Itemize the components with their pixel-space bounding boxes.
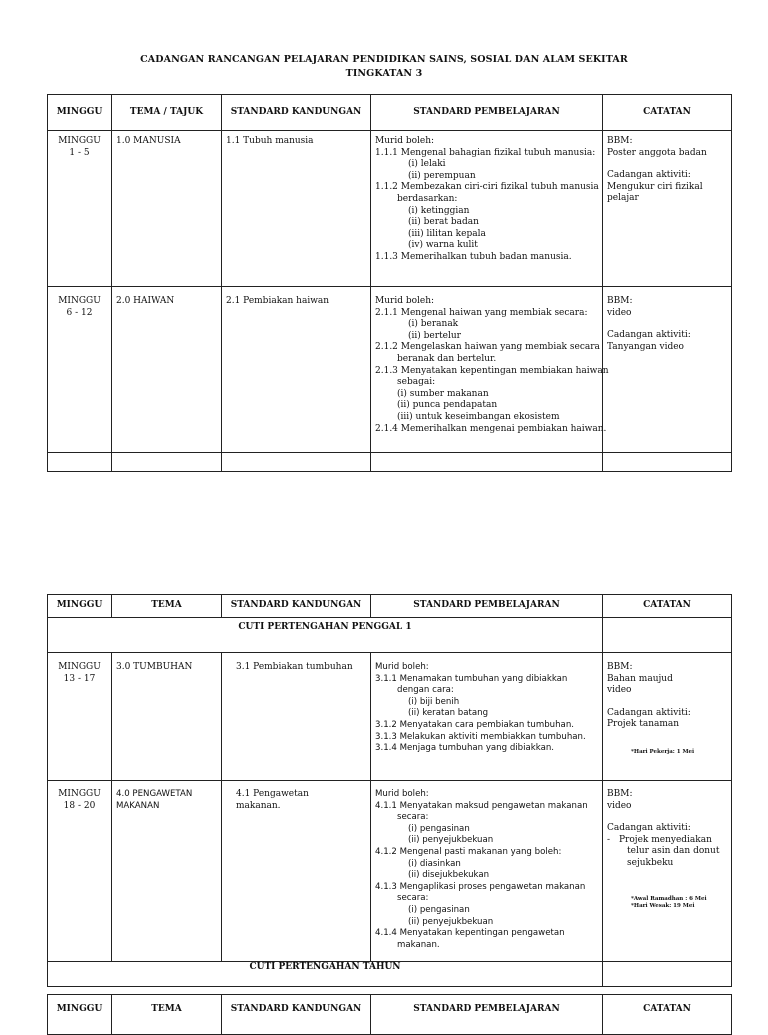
minggu-range: 18 - 20	[63, 800, 96, 811]
empty-cell	[48, 453, 112, 472]
header-standard-pembelajaran: STANDARD PEMBELAJARAN	[371, 995, 603, 1035]
pembelajaran-line: 4.1.4 Menyatakan kepentingan pengawetan	[375, 928, 565, 939]
pembelajaran-line: (ii) penyejukbekuan	[408, 916, 494, 927]
catatan-line: video	[607, 685, 632, 696]
table-row	[48, 653, 732, 781]
header-tema: TEMA	[112, 595, 222, 618]
catatan-line: pelajar	[607, 193, 639, 204]
catatan-line: Cadangan aktiviti:	[607, 707, 691, 718]
minggu-cell	[48, 781, 112, 962]
pembelajaran-line: (iii) lilitan kepala	[408, 228, 486, 239]
activity-text: telur asin dan donut	[627, 846, 720, 857]
table-row-empty	[48, 453, 732, 472]
minggu-range: 1 - 5	[69, 147, 90, 158]
pembelajaran-line: 1.1.1 Mengenal bahagian fizikal tubuh manusia:	[375, 147, 596, 158]
activity-item	[607, 835, 727, 847]
header-catatan: CATATAN	[603, 95, 732, 131]
pembelajaran-line: (i) pengasinan	[408, 904, 470, 915]
minggu-range: 13 - 17	[63, 673, 96, 684]
tema-text: 3.0 TUMBUHAN	[116, 662, 193, 672]
header-minggu: MINGGU	[48, 995, 112, 1035]
pembelajaran-cell	[371, 781, 603, 962]
pembelajaran-line: (ii) bertelur	[408, 330, 461, 341]
pembelajaran-line: 3.1.3 Melakukan aktiviti membiakkan tumbuhan.	[375, 731, 586, 742]
bullet-dash: -	[607, 834, 611, 845]
catatan-line: Tanyangan video	[607, 341, 684, 352]
pembelajaran-line: (i) pengasinan	[408, 823, 470, 834]
minggu-label: MINGGU	[58, 789, 101, 799]
activity-text: Projek menyediakan	[619, 834, 712, 845]
catatan-line: Cadangan aktiviti:	[607, 170, 691, 181]
pembelajaran-line: 2.1.4 Memerihalkan mengenai pembiakan haiwan.	[375, 423, 607, 434]
header-minggu: MINGGU	[48, 595, 112, 618]
minggu-range: 6 - 12	[66, 307, 93, 318]
pembelajaran-line: (ii) penyejukbekuan	[408, 835, 494, 846]
header-standard-pembelajaran: STANDARD PEMBELAJARAN	[371, 595, 603, 618]
tema-text: 2.0 HAIWAN	[116, 296, 175, 306]
pembelajaran-line: (i) sumber makanan	[397, 388, 489, 399]
kandungan-text: 2.1 Pembiakan haiwan	[226, 296, 330, 306]
pembelajaran-line: 2.1.2 Mengelaskan haiwan yang membiak secara	[375, 342, 600, 353]
pembelajaran-line: sebagai:	[397, 377, 436, 388]
pembelajaran-line: Murid boleh:	[375, 789, 429, 799]
pembelajaran-line: (i) biji benih	[408, 696, 460, 707]
table-header-row	[48, 95, 732, 131]
holiday-note: *Hari Pekerja: 1 Mei	[631, 748, 695, 755]
empty-cell	[371, 453, 603, 472]
kandungan-cell	[222, 781, 371, 962]
header-standard-kandungan: STANDARD KANDUNGAN	[222, 595, 371, 618]
tema-text: 1.0 MANUSIA	[116, 136, 181, 146]
pembelajaran-line: (ii) perempuan	[408, 170, 476, 181]
holiday-note: *Awal Ramadhan : 6 Mei	[631, 895, 707, 902]
catatan-cell	[603, 781, 732, 962]
catatan-cell	[603, 131, 732, 287]
tema-cell	[112, 781, 222, 962]
holiday-note: *Hari Wesak: 19 Mei	[631, 902, 695, 909]
minggu-cell	[48, 653, 112, 781]
minggu-cell	[48, 287, 112, 453]
pembelajaran-line: beranak dan bertelur.	[397, 353, 497, 364]
pembelajaran-line: berdasarkan:	[397, 193, 458, 204]
catatan-line: Cadangan aktiviti:	[607, 823, 691, 834]
pembelajaran-line: (i) lelaki	[408, 159, 446, 170]
pembelajaran-line: (ii) disejukbekukan	[408, 870, 490, 881]
empty-cell	[603, 618, 732, 653]
kandungan-cell	[222, 287, 371, 453]
pembelajaran-line: 3.1.1 Menamakan tumbuhan yang dibiakkan	[375, 673, 568, 684]
kandungan-text: 1.1 Tubuh manusia	[226, 136, 314, 146]
kandungan-text: 3.1 Pembiakan tumbuhan	[236, 662, 353, 672]
pembelajaran-line: (i) beranak	[408, 319, 459, 330]
catatan-line: BBM:	[607, 789, 633, 799]
catatan-gap	[607, 697, 727, 708]
pembelajaran-cell	[371, 653, 603, 781]
holiday-label: CUTI PERTENGAHAN TAHUN	[48, 962, 603, 987]
tema-line: MAKANAN	[116, 800, 160, 811]
minggu-cell	[48, 131, 112, 287]
header-tema: TEMA	[112, 995, 222, 1035]
pembelajaran-line: makanan.	[397, 939, 440, 950]
table-row	[48, 781, 732, 962]
pembelajaran-line: 3.1.4 Menjaga tumbuhan yang dibiakkan.	[375, 743, 555, 754]
catatan-line: Projek tanaman	[607, 719, 680, 730]
catatan-gap	[607, 812, 727, 823]
catatan-line: BBM:	[607, 296, 633, 306]
tema-line: 4.0 PENGAWETAN	[116, 789, 193, 799]
header-standard-pembelajaran: STANDARD PEMBELAJARAN	[371, 95, 603, 131]
tema-cell	[112, 287, 222, 453]
empty-cell	[603, 962, 732, 987]
activity-text: sejukbeku	[627, 857, 674, 868]
pembelajaran-line: 4.1.2 Mengenal pasti makanan yang boleh:	[375, 846, 562, 857]
holiday-row	[48, 618, 732, 653]
minggu-label: MINGGU	[58, 136, 101, 146]
empty-cell	[603, 453, 732, 472]
header-tema: TEMA / TAJUK	[112, 95, 222, 131]
empty-cell	[112, 453, 222, 472]
header-standard-kandungan: STANDARD KANDUNGAN	[222, 95, 371, 131]
holiday-label: CUTI PERTENGAHAN PENGGAL 1	[48, 618, 603, 653]
catatan-line: Bahan maujud	[607, 673, 673, 684]
minggu-label: MINGGU	[58, 296, 101, 306]
pembelajaran-line: 1.1.2 Membezakan ciri-ciri fizikal tubuh manusia	[375, 182, 599, 193]
pembelajaran-line: 4.1.3 Mengaplikasi proses pengawetan makanan	[375, 881, 586, 892]
header-minggu: MINGGU	[48, 95, 112, 131]
pembelajaran-line: 2.1.1 Mengenal haiwan yang membiak secara:	[375, 307, 588, 318]
minggu-label: MINGGU	[58, 662, 101, 672]
kandungan-cell	[222, 131, 371, 287]
pembelajaran-line: (ii) keratan batang	[408, 708, 489, 719]
tema-cell	[112, 131, 222, 287]
pembelajaran-cell	[371, 287, 609, 453]
pembelajaran-line: (iii) untuk keseimbangan ekosistem	[397, 411, 560, 422]
holiday-row	[48, 962, 732, 987]
pembelajaran-line: (i) diasinkan	[408, 858, 461, 869]
plan-table-3	[47, 994, 732, 1035]
document-title: CADANGAN RANCANGAN PELAJARAN PENDIDIKAN SAINS, SOSIAL DAN ALAM SEKITAR	[140, 54, 628, 65]
catatan-line: BBM:	[607, 662, 633, 672]
tema-cell	[112, 653, 222, 781]
header-catatan: CATATAN	[603, 595, 732, 618]
pembelajaran-line: Murid boleh:	[375, 662, 429, 672]
table-row	[48, 131, 732, 287]
pembelajaran-line: (ii) berat badan	[408, 217, 479, 228]
pembelajaran-cell	[371, 131, 603, 287]
header-catatan: CATATAN	[603, 995, 732, 1035]
catatan-line: Mengukur ciri fizikal	[607, 181, 703, 192]
pembelajaran-line: Murid boleh:	[375, 296, 435, 306]
table-row	[48, 287, 732, 453]
pembelajaran-line: (iv) warna kulit	[408, 240, 478, 251]
kandungan-line: makanan.	[236, 800, 281, 811]
document-subtitle: TINGKATAN 3	[345, 68, 423, 79]
pembelajaran-line: 4.1.1 Menyatakan maksud pengawetan makanan	[375, 800, 588, 811]
pembelajaran-line: Murid boleh:	[375, 136, 435, 146]
pembelajaran-line: secara:	[397, 812, 429, 823]
pembelajaran-line: 2.1.3 Menyatakan kepentingan membiakan haiwan	[375, 365, 609, 376]
catatan-line: video	[607, 800, 632, 811]
catatan-gap	[607, 319, 727, 330]
catatan-line: Cadangan aktiviti:	[607, 330, 691, 341]
catatan-line: Poster anggota badan	[607, 147, 707, 158]
table-header-row	[48, 595, 732, 618]
pembelajaran-line: 3.1.2 Menyatakan cara pembiakan tumbuhan.	[375, 719, 574, 730]
table-header-row	[48, 995, 732, 1035]
header-standard-kandungan: STANDARD KANDUNGAN	[222, 995, 371, 1035]
catatan-cell	[603, 653, 732, 781]
empty-cell	[222, 453, 371, 472]
pembelajaran-line: (ii) punca pendapatan	[397, 400, 498, 411]
pembelajaran-line: dengan cara:	[397, 685, 454, 696]
kandungan-cell	[222, 653, 371, 781]
pembelajaran-line: secara:	[397, 893, 429, 904]
catatan-line: BBM:	[607, 136, 633, 146]
plan-table-2	[47, 594, 732, 987]
pembelajaran-line: 1.1.3 Memerihalkan tubuh badan manusia.	[375, 251, 572, 262]
catatan-cell	[603, 287, 732, 453]
kandungan-line: 4.1 Pengawetan	[236, 789, 309, 799]
catatan-line: video	[607, 307, 632, 318]
plan-table-1	[47, 94, 732, 472]
catatan-gap	[607, 159, 727, 170]
pembelajaran-line: (i) ketinggian	[408, 205, 470, 216]
